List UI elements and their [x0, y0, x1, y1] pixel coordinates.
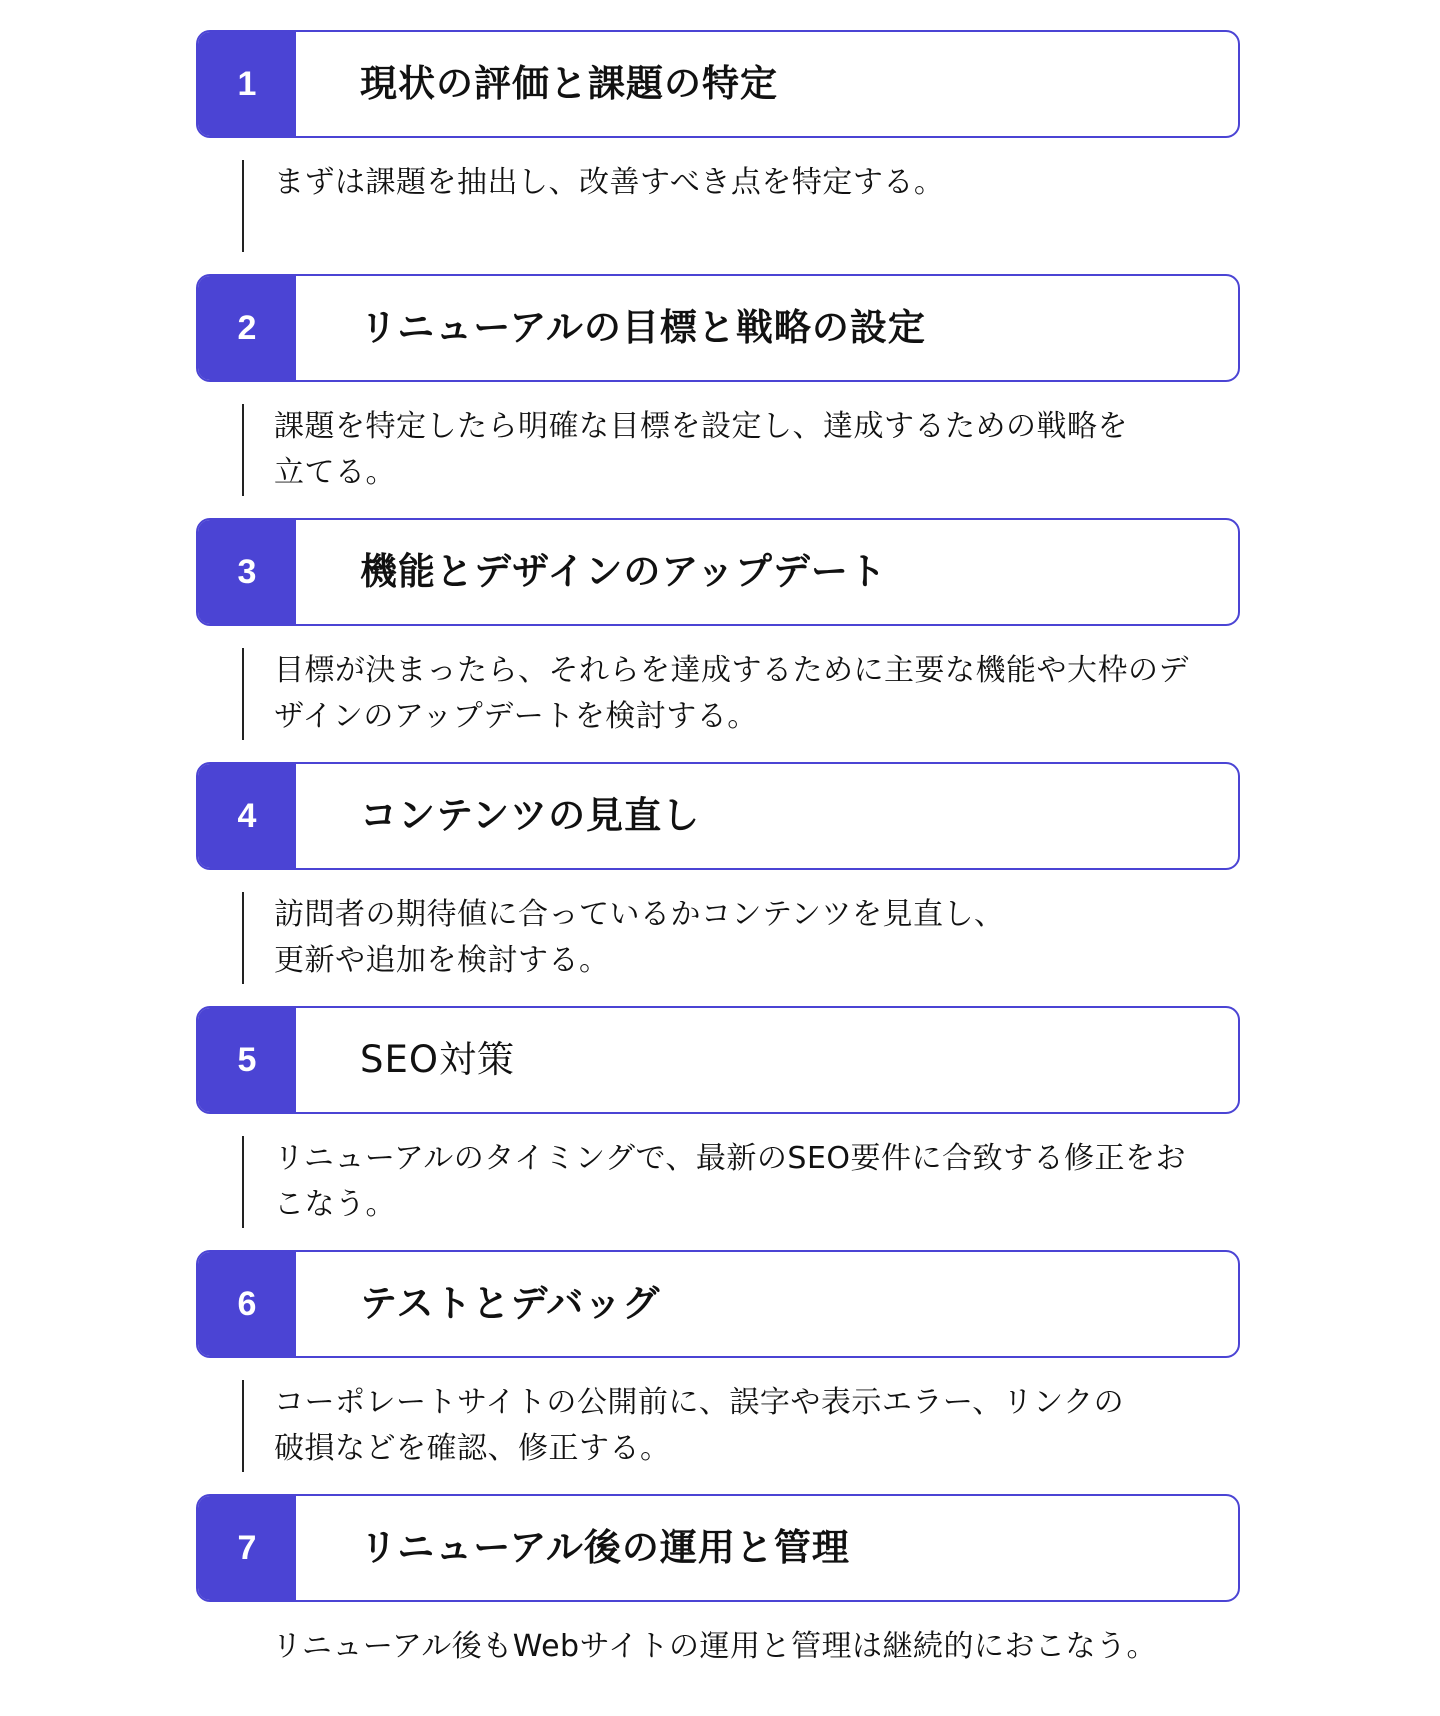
step-number-badge: 3 — [198, 520, 296, 624]
step-body — [242, 160, 1202, 252]
step-title: SEO対策 — [360, 1038, 515, 1081]
step-body — [242, 1624, 1202, 1716]
step-title: 現状の評価と課題の特定 — [360, 62, 778, 105]
step-description: 目標が決まったら、それらを達成するために主要な機能や大枠のデザインのアップデートを検討する。 — [274, 653, 1189, 734]
step-item — [196, 1250, 1240, 1494]
step-header — [196, 518, 1240, 626]
step-item — [196, 30, 1240, 274]
step-description: リニューアルのタイミングで、最新のSEO要件に合致する修正をおこなう。 — [274, 1141, 1187, 1222]
step-title: 機能とデザインのアップデート — [360, 550, 887, 593]
step-number-badge: 5 — [198, 1008, 296, 1112]
step-number-badge: 4 — [198, 764, 296, 868]
step-header — [196, 1006, 1240, 1114]
step-number-badge: 2 — [198, 276, 296, 380]
step-item — [196, 518, 1240, 762]
step-description: コーポレートサイトの公開前に、誤字や表示エラー、リンクの 破損などを確認、修正する。 — [274, 1385, 1125, 1466]
step-description: 課題を特定したら明確な目標を設定し、達成するための戦略を立てる。 — [274, 409, 1128, 490]
step-body — [242, 404, 1202, 496]
step-body — [242, 1380, 1202, 1472]
step-body — [242, 892, 1202, 984]
step-title: リニューアル後の運用と管理 — [360, 1526, 850, 1569]
step-description: リニューアル後もWebサイトの運用と管理は継続的におこなう。 — [272, 1629, 1158, 1664]
step-item — [196, 762, 1240, 1006]
step-body — [242, 648, 1202, 740]
step-number-badge: 6 — [198, 1252, 296, 1356]
step-description: まずは課題を抽出し、改善すべき点を特定する。 — [274, 165, 945, 200]
step-title: テストとデバッグ — [360, 1282, 661, 1325]
step-number-badge: 7 — [198, 1496, 296, 1600]
step-item — [196, 274, 1240, 518]
step-body — [242, 1136, 1202, 1228]
step-item — [196, 1006, 1240, 1250]
step-header — [196, 274, 1240, 382]
renewal-steps-list — [196, 30, 1240, 1694]
step-item — [196, 1494, 1240, 1694]
step-header — [196, 30, 1240, 138]
step-header — [196, 762, 1240, 870]
step-header — [196, 1494, 1240, 1602]
step-number-badge: 1 — [198, 32, 296, 136]
step-title: コンテンツの見直し — [360, 794, 701, 837]
step-description: 訪問者の期待値に合っているかコンテンツを見直し、 更新や追加を検討する。 — [274, 897, 1005, 978]
step-header — [196, 1250, 1240, 1358]
step-title: リニューアルの目標と戦略の設定 — [360, 306, 926, 349]
